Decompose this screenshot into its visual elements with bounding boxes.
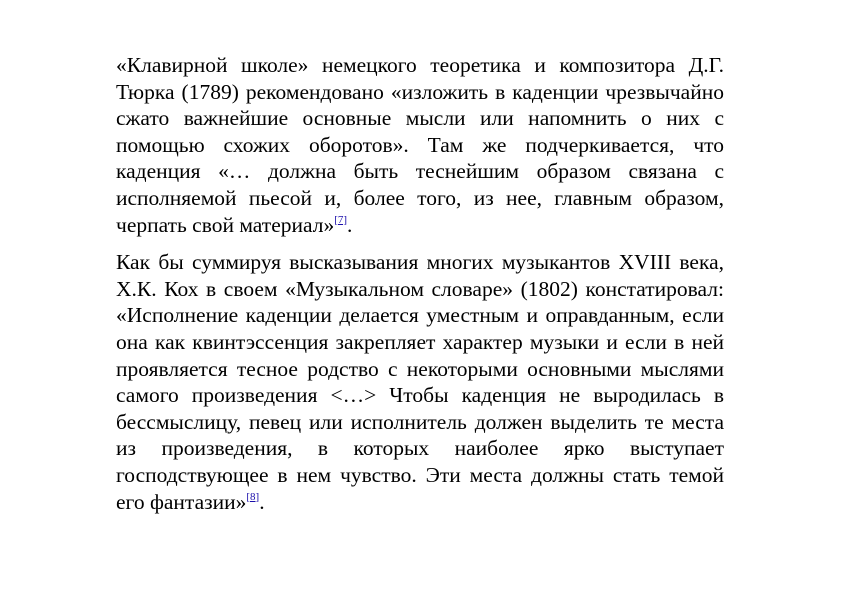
document-page	[116, 52, 724, 515]
paragraph-tail: .	[347, 212, 353, 237]
footnote-link-8[interactable]: [8]	[246, 490, 260, 503]
paragraph-tail: .	[259, 489, 265, 514]
footnote-link-7[interactable]: [7]	[334, 213, 348, 226]
paragraph-koch-dictionary	[116, 249, 724, 515]
paragraph-turk-cadenza	[116, 52, 724, 238]
paragraph-text: Как бы суммируя высказывания многих музыкантов XVIII века, Х.К. Кох в своем «Музыкальном словаре» (1802) констатировал: «Исполнение каденции делается уместным и оправданным, если она как квинтэссенция закрепляет характер музыки и если в ней проявляется тесное родство с некоторыми основными мыслями самого произведения <…> Чтобы каденция не выродилась в бессмыслицу, певец или исполнитель должен выделить те места из произведения, в которых наиболее ярко выступает господствующее в нем чувство. Эти места должны стать темой его фантазии»	[116, 250, 724, 514]
paragraph-text: «Клавирной школе» немецкого теоретика и композитора Д.Г. Тюрка (1789) рекомендовано «изложить в каденции чрезвычайно сжато важнейшие основные мысли или напомнить о них с помощью схожих оборотов». Там же подчеркивается, что каденция «… должна быть теснейшим образом связана с исполняемой пьесой и, более того, из нее, главным образом, черпать свой материал»	[116, 53, 724, 237]
